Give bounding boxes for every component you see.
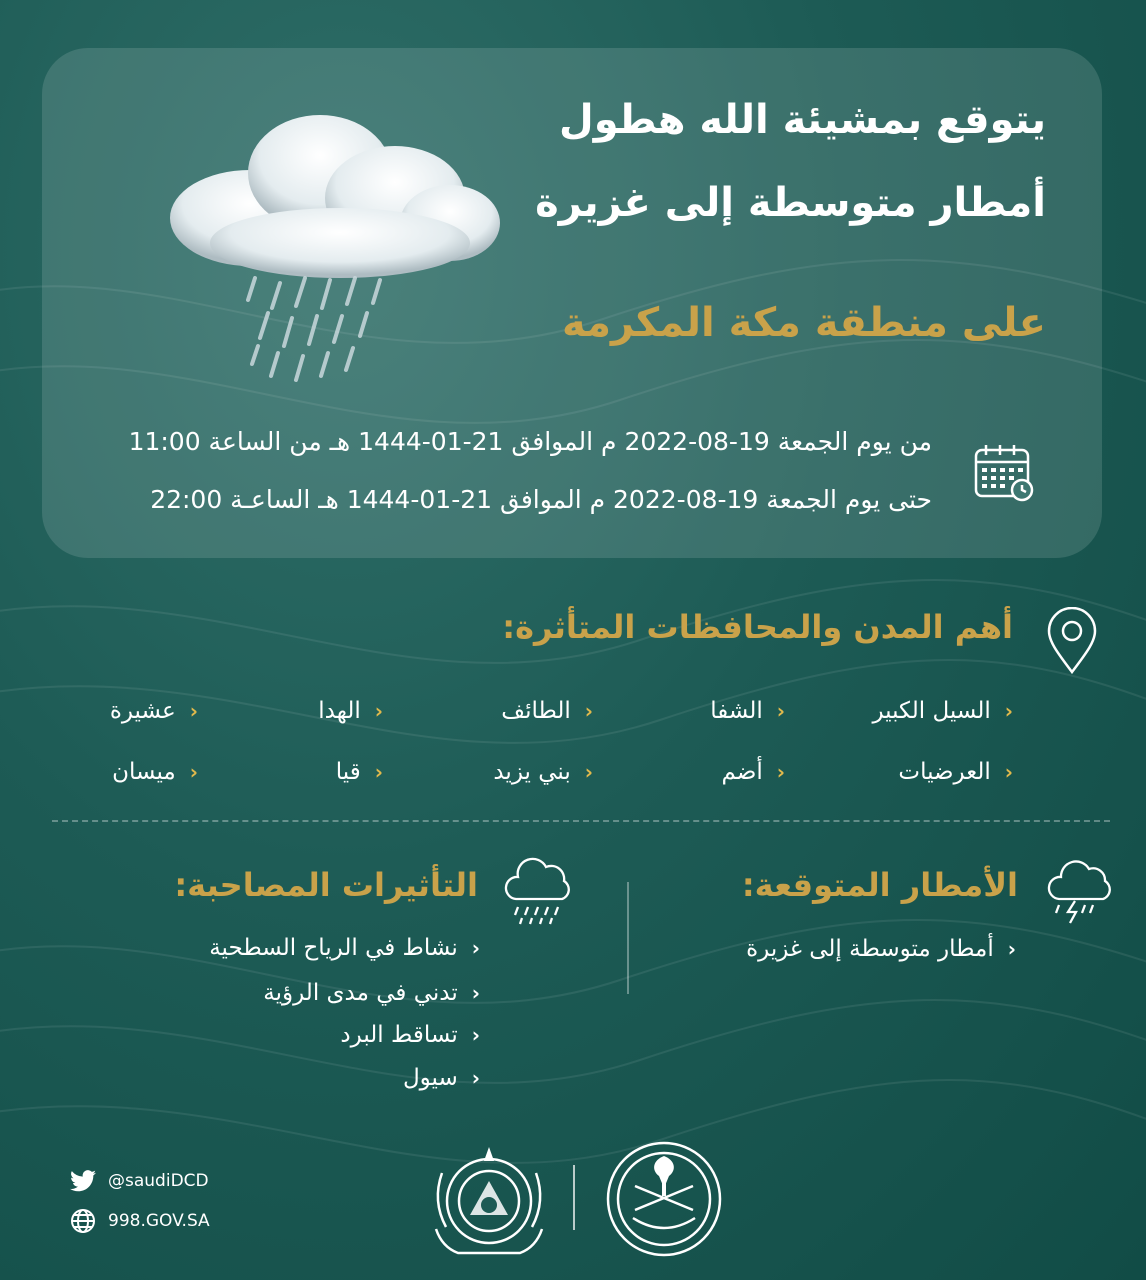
calendar-clock-icon bbox=[972, 442, 1038, 504]
effect-label: سيول bbox=[402, 1065, 458, 1091]
chevron-left-icon: ‹ bbox=[584, 760, 593, 784]
expected-rain-label: أمطار متوسطة إلى غزيرة bbox=[746, 936, 994, 962]
city-label: عشيرة bbox=[109, 698, 176, 724]
chevron-left-icon: ‹ bbox=[189, 760, 198, 784]
thunderstorm-cloud-icon bbox=[1045, 855, 1115, 925]
website-label: 998.GOV.SA bbox=[108, 1211, 210, 1231]
rain-cloud-icon bbox=[160, 108, 510, 398]
city-item bbox=[872, 698, 1013, 724]
effect-label: نشاط في الرياح السطحية bbox=[209, 935, 458, 961]
city-label: الهدا bbox=[318, 698, 361, 724]
chevron-left-icon: ‹ bbox=[1007, 937, 1016, 961]
effect-label: تساقط البرد bbox=[340, 1022, 458, 1048]
effect-item bbox=[403, 1065, 480, 1091]
date-from: من يوم الجمعة 19-08-2022 م الموافق 21-01-1444 هـ من الساعة 11:00 bbox=[128, 427, 932, 456]
city-label: ميسان bbox=[112, 759, 176, 785]
effect-item bbox=[209, 935, 480, 961]
twitter-icon bbox=[70, 1170, 96, 1192]
section-divider bbox=[52, 820, 1110, 822]
chevron-left-icon: ‹ bbox=[471, 1023, 480, 1047]
city-label: الطائف bbox=[501, 698, 571, 724]
twitter-label: @saudiDCD bbox=[108, 1171, 209, 1191]
headline-line-1: يتوقع بمشيئة الله هطول bbox=[559, 97, 1046, 143]
city-label: أضم bbox=[721, 759, 763, 785]
rain-cloud-icon bbox=[502, 855, 576, 927]
civil-defense-logo bbox=[428, 1143, 550, 1263]
city-label: بني يزيد bbox=[493, 759, 571, 785]
chevron-left-icon: ‹ bbox=[374, 699, 383, 723]
city-item bbox=[493, 759, 593, 785]
city-item bbox=[110, 698, 198, 724]
city-label: السيل الكبير bbox=[872, 698, 991, 724]
globe-icon bbox=[70, 1208, 96, 1234]
city-item bbox=[710, 698, 785, 724]
city-label: الشفا bbox=[710, 698, 763, 724]
expected-rain-title: الأمطار المتوقعة: bbox=[741, 866, 1018, 904]
chevron-left-icon: ‹ bbox=[776, 699, 785, 723]
effects-title: التأثيرات المصاحبة: bbox=[174, 866, 478, 904]
cities-title: أهم المدن والمحافظات المتأثرة: bbox=[502, 608, 1013, 646]
chevron-left-icon: ‹ bbox=[1004, 760, 1013, 784]
city-item bbox=[112, 759, 198, 785]
vertical-divider bbox=[627, 882, 629, 994]
city-label: قيا bbox=[335, 759, 361, 785]
date-to: حتى يوم الجمعة 19-08-2022 م الموافق 21-01-1444 هـ الساعـة 22:00 bbox=[150, 485, 932, 514]
twitter-handle[interactable] bbox=[70, 1170, 209, 1192]
chevron-left-icon: ‹ bbox=[471, 1066, 480, 1090]
chevron-left-icon: ‹ bbox=[471, 936, 480, 960]
effect-item bbox=[340, 1022, 480, 1048]
effect-label: تدني في مدى الرؤية bbox=[263, 980, 458, 1006]
city-item bbox=[898, 759, 1013, 785]
city-label: العرضيات bbox=[898, 759, 991, 785]
headline-line-2: أمطار متوسطة إلى غزيرة bbox=[535, 180, 1046, 226]
chevron-left-icon: ‹ bbox=[1004, 699, 1013, 723]
logo-separator bbox=[573, 1165, 575, 1230]
website-link[interactable] bbox=[70, 1208, 210, 1234]
chevron-left-icon: ‹ bbox=[776, 760, 785, 784]
city-item bbox=[318, 698, 383, 724]
ministry-of-interior-logo bbox=[603, 1138, 725, 1260]
city-item bbox=[336, 759, 383, 785]
expected-rain-item bbox=[746, 936, 1016, 962]
city-item bbox=[722, 759, 785, 785]
chevron-left-icon: ‹ bbox=[189, 699, 198, 723]
location-pin-icon bbox=[1046, 607, 1098, 675]
region-title: على منطقة مكة المكرمة bbox=[561, 300, 1046, 346]
effect-item bbox=[263, 980, 480, 1006]
chevron-left-icon: ‹ bbox=[374, 760, 383, 784]
chevron-left-icon: ‹ bbox=[584, 699, 593, 723]
city-item bbox=[501, 698, 593, 724]
chevron-left-icon: ‹ bbox=[471, 981, 480, 1005]
